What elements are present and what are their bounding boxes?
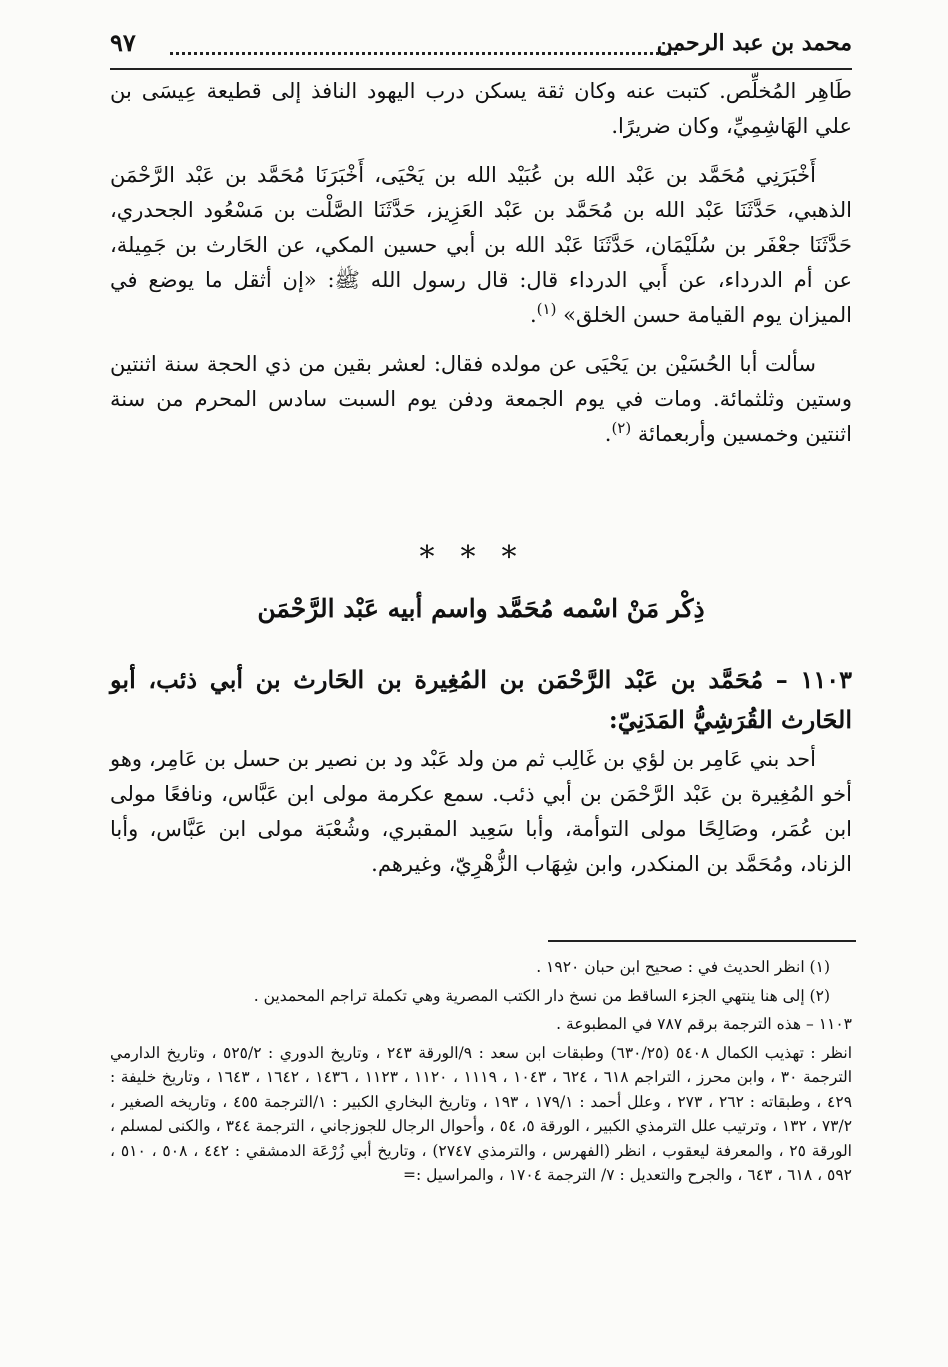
main-text xyxy=(110,74,852,452)
entry-body: أحد بني عَامِر بن لؤي بن غَالِب ثم من ولد عَبْد ود بن نصير بن حسل بن عَامِر، وهو أخو المُغِيرة بن عَبْد الرَّحْمَن بن أبي ذئب. سمع عكرمة مولى ابن عَبَّاس، ونافعًا مولى ابن عُمَر، وصَالِحًا مولى التوأمة، وأبا سَعِيد المقبري، وشُعْبَة مولى ابن عَبَّاس، وأبا الزناد، ومُحَمَّد بن المنكدر، وابن شِهَاب الزُّهْرِيّ، وغيرهم. xyxy=(110,747,852,876)
header-title: محمد بن عبد الرحمن xyxy=(656,30,852,56)
paragraph-1: طَاهِر المُخلِّص. كتبت عنه وكان ثقة يسكن درب اليهود النافذ إلى قطيعة عِيسَى بن علي الهَاشِمِيِّ، وكان ضريرًا. xyxy=(110,79,852,138)
section-title: ذِكْر مَنْ اسْمه مُحَمَّد واسم أبيه عَبْد الرَّحْمَن xyxy=(257,594,705,623)
running-header xyxy=(110,28,852,70)
paragraph-3 xyxy=(110,347,852,452)
footnote-1: (١) انظر الحديث في : صحيح ابن حبان ١٩٢٠ . xyxy=(536,958,830,976)
footnote-references: انظر : تهذيب الكمال ٥٤٠٨ (٦٣٠/٢٥) وطبقات ابن سعد : ٩/الورقة ٢٤٣ ، وتاريخ الدوري : ٥٢٥/٢ ، وتاريخ الدارمي الترجمة ٣٠ ، وابن محرز ، التراجم ٦١٨ ، ٦٢٤ ، ١٠٤٣ ، ١١١٩ ، ١١٢٠ ، ١١٢٣ ، ١٤٣٦ ، ١٦٤٢ ، ١٦٤٣ ، وتاريخ خليفة : ٤٢٩ ، وطبقاته : ٢٦٢ ، ٢٧٣ ، وعلل أحمد : ١٧٩/١ ، ١٩٣ ، وتاريخ البخاري الكبير : ١/الترجمة ٤٥٥ ، وتاريخه الصغير ، ٧٣/٢ ، ١٣٢ ، وترتيب علل الترمذي الكبير ، الورقة ٥، ٥٤ ، وأحوال الرجال للجوزجاني ، الترجمة ٣٤٤ ، والكنى لمسلم ، الورقة ٢٥ ، والمعرفة ليعقوب ، انظر (الفهرس ، والترمذي ٢٧٤٧) ، وتاريخ أبي زُرْعَة الدمشقي : ٤٤٢ ، ٥٠٨ ، ٥١٠ ، ٥٩٢ ، ٦١٨ ، ٦٤٣ ، والجرح والتعديل : ٧/ الترجمة ١٧٠٤ ، والمراسيل := xyxy=(110,1043,853,1184)
footnotes xyxy=(110,955,852,1188)
footnote-2: (٢) إلى هنا ينتهي الجزء الساقط من نسخ دار الكتب المصرية وهي تكملة تراجم المحمدين . xyxy=(253,986,830,1005)
footnote-marker-1: (١) xyxy=(536,300,557,318)
paragraph-3-text: سألت أبا الحُسَيْن بن يَحْيَى عن مولده فقال: لعشر بقين من ذي الحجة سنة اثنتين وستين وثلثمائة. ومات في يوم الجمعة ودفن يوم السبت سادس المحرم من سنة اثنتين وخمسين وأربعمائة xyxy=(110,352,852,446)
paragraph-2-text: أَخْبَرَنِي مُحَمَّد بن عَبْد الله بن عُبَيْد الله بن يَحْيَى، أَخْبَرَنَا مُحَمَّد بن عَبْد الرَّحْمَن الذهبي، حَدَّثَنَا عَبْد الله بن مُحَمَّد بن عَبْد العَزِيز، حَدَّثَنَا الصَّلْت بن مَسْعُود الجحدري، حَدَّثَنَا جعْفَر بن سُلَيْمَان، حَدَّثَنَا عَبْد الله بن أبي حسين المكي، عن الحَارث بن جَمِيلة، عن أم الدرداء، عن أَبي الدرداء قال: قال رسول الله ﷺ: «إن أثقل ما يوضع في الميزان يوم القيامة حسن الخلق» xyxy=(110,163,852,327)
footnote-marker-2: (٢) xyxy=(611,419,632,437)
page-number: ٩٧ xyxy=(110,28,136,57)
entry-heading: ١١٠٣ – مُحَمَّد بن عَبْد الرَّحْمَن بن المُغِيرة بن الحَارث بن أبي ذئب، أبو الحَارث القُرَشِيُّ المَدَنِيّ: xyxy=(110,665,852,734)
paragraph-3-end: . xyxy=(604,422,612,446)
footnote-rule xyxy=(548,940,856,942)
section-separator: *** xyxy=(419,540,543,575)
paragraph-2 xyxy=(110,158,852,333)
header-dot-leader xyxy=(170,52,677,55)
entry-text xyxy=(110,742,852,882)
paragraph-2-end: . xyxy=(529,303,537,327)
footnote-3: ١١٠٣ – هذه الترجمة برقم ٧٨٧ في المطبوعة . xyxy=(556,1015,852,1033)
